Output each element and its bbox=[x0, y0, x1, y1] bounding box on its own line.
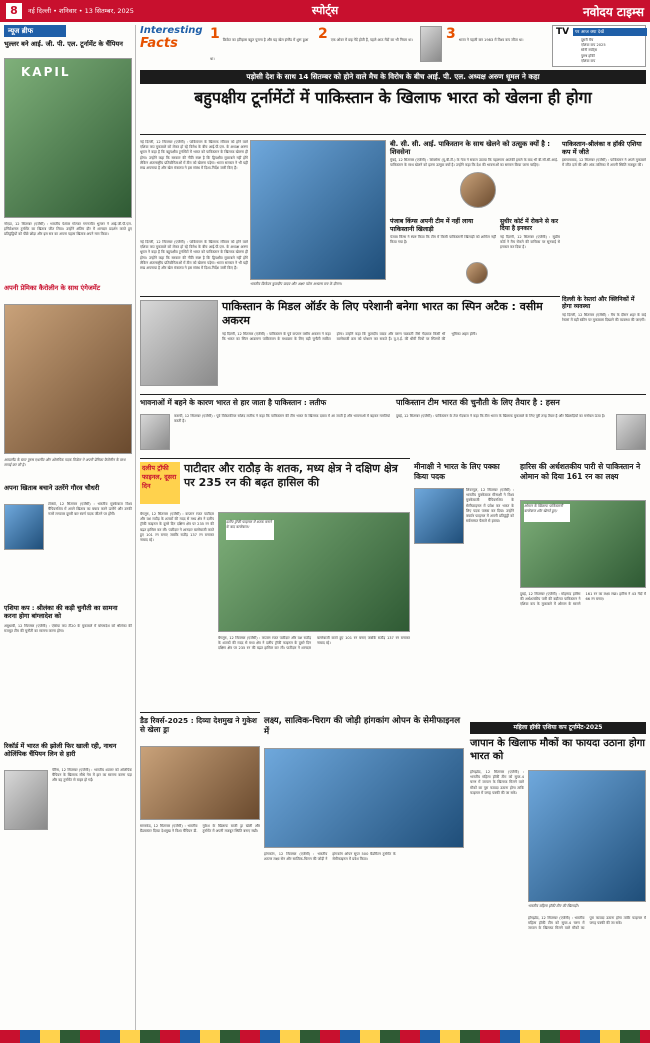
latif-body: कराची, 12 सितम्बर (एजेंसी) : पूर्व विकेटकीपर राशिद लतीफ ने कहा कि पाकिस्तान की टीम भारत के खिलाफ दबाव में आ जाती है और भावनाओं में बहकर गलतियां करती है। bbox=[174, 414, 390, 424]
tv-line-2: एशिया कप 2025 bbox=[581, 43, 606, 47]
headline-rule bbox=[140, 134, 646, 135]
delhi-box bbox=[562, 296, 646, 388]
satwik-body: हांगकांग, 12 सितम्बर (एजेंसी) : भारतीय शटलर लक्ष्य सेन और सात्विक-चिराग की जोड़ी ने हांगकांग ओपन सुपर 500 बैडमिंटन टूर्नामेंट के सेमीफाइनल में प्रवेश किया। bbox=[264, 852, 396, 862]
women-hockey-photo bbox=[528, 770, 646, 902]
facts-title-line2: Facts bbox=[140, 36, 178, 51]
meenakshi-headline: मीनाक्षी ने भारत के लिए पक्का किया पदक bbox=[414, 462, 500, 481]
satwik-headline: लक्ष्य, सात्विक-चिराग की जोड़ी हांगकांग ओपन के सेमीफाइनल में bbox=[264, 716, 461, 737]
facts-title-line1: Interesting bbox=[140, 25, 203, 36]
wasim-body: नई दिल्ली, 12 सितम्बर (एजेंसी) : पाकिस्तान के पूर्व कप्तान वसीम अकरम ने कहा कि भारत का स्पिन आक्रमण पाकिस्तान के मध्यक्रम के लिए बड़ी चुनौती साबित होगा। उन्होंने कहा कि कुलदीप यादव और वरुण चक्रवर्ती जैसे गेंदबाज किसी भी बल्लेबाजी क्रम को परेशान कर सकते हैं। यू.ए.ई. की धीमी पिचों पर स्पिनरों की भूमिका अहम होगी। bbox=[222, 332, 477, 342]
top-story-caption: भारतीय क्रिकेटर कुलदीप यादव और अक्षर पटेल अभ्यास सत्र के दौरान। bbox=[250, 282, 342, 286]
brief-headline-bhullar: भुल्लर बने आई. जी. पी. एल. टूर्नामेंट के चैंपियन bbox=[4, 40, 123, 48]
column-divider-left bbox=[135, 25, 136, 1035]
tv-line-4: पुरुष हॉकी bbox=[581, 54, 595, 58]
fact-text-2: एक ओवर में छह गेंदें होती हैं, पहले आठ गेंदों का भी नियम था। bbox=[330, 38, 413, 42]
brief-headline-gaurav: अपना खिताब बचाने उतरेंगे गौरव चौधरी bbox=[4, 484, 100, 492]
footer-strip bbox=[0, 1030, 650, 1043]
brief-photo-gaurav bbox=[4, 504, 44, 550]
hasan-photo bbox=[616, 414, 646, 450]
latif-headline: भावनाओं में बहने के कारण भारत से हार जाता है पाकिस्तान : लतीफ bbox=[140, 398, 327, 407]
date-line: नई दिल्ली • शनिवार • 13 सितम्बर, 2025 bbox=[28, 7, 134, 15]
tv-label: TV bbox=[556, 27, 570, 37]
tv-subtitle: पर आज क्या देखें bbox=[573, 28, 647, 36]
top-story-photo bbox=[250, 140, 386, 280]
wasim-headline: पाकिस्तान के मिडल ऑर्डर के लिए परेशानी बनेगा भारत का स्पिन अटैक : वसीम अकरम bbox=[222, 300, 543, 327]
divya-photo bbox=[140, 746, 260, 820]
punjab-logo bbox=[466, 262, 488, 284]
facts-title bbox=[140, 25, 208, 65]
brief-photo-record bbox=[4, 770, 48, 830]
page-number: 8 bbox=[6, 3, 22, 19]
fact-number-1: 1 bbox=[210, 26, 220, 42]
duleep-kicker: दलीप ट्रॉफी फाइनल, दूसरा दिन bbox=[140, 462, 180, 504]
fact-item-3 bbox=[446, 26, 546, 64]
tv-box bbox=[552, 25, 646, 67]
women-hockey-caption: भारतीय महिला हॉकी टीम की खिलाड़ी। bbox=[528, 904, 579, 908]
divya-body: समरकंद, 12 सितम्बर (एजेंसी) : भारतीय ग्रैंडमास्टर दिव्या देशमुख ने विश्व चैंपियन डी. गुकेश के खिलाफ बाजी ड्रा खेली और टूर्नामेंट में अपनी मजबूत स्थिति बनाए रखी। bbox=[140, 824, 260, 834]
fact-number-2: 2 bbox=[318, 26, 328, 42]
top-story-body: नई दिल्ली, 12 सितम्बर (एजेंसी) : पाकिस्तान के खिलाफ रविवार को होने वाले एशिया कप मुकाबले को लेकर हो रहे विरोध के बीच आई.पी.एल. के अध्यक्ष अरुण धूमल ने कहा है कि बहुपक्षीय टूर्नामेंटों में भारत को पाकिस्तान के खिलाफ खेलना ही होगा। उन्होंने कहा कि सरकार की नीति स्पष्ट है कि द्विपक्षीय मुकाबले नहीं होंगे लेकिन अंतरराष्ट्रीय प्रतियोगिताओं में टीम को खेलना पड़ेगा। भारत सरकार ने भी यही रुख अपनाया है और खेल मंत्रालय ने इस संबंध में दिशा-निर्देश जारी किए हैं। bbox=[140, 140, 248, 171]
women-hockey-kicker: महिला हॉकी एशिया कप टूर्नामेंट-2025 bbox=[470, 722, 646, 734]
women-hockey-headline: जापान के खिलाफ मौकों का फायदा उठाना होगा भारत को bbox=[470, 738, 645, 762]
brief-headline-engagement: अपनी प्रेमिका कैरोलीन के साथ एंगेजमेंट bbox=[4, 284, 101, 292]
pakistan-hockey-box bbox=[562, 140, 646, 290]
divya-headline: डैड रिवर्स-2025 : दिव्या देशमुख ने गुकेश से खेला ड्रा bbox=[140, 716, 257, 735]
duleep-photo-caption: दलीप ट्रॉफी फाइनल में शतक बनाने के बाद बल्लेबाज। bbox=[226, 520, 274, 540]
sudhir-box bbox=[500, 218, 560, 294]
latif-photo bbox=[140, 414, 170, 450]
tv-line-5: एशिया कप bbox=[581, 59, 596, 63]
bcci-headline: बी. सी. सी. आई. पाकिस्तान के साथ खेलने को उत्सुक क्यों है : शिवसेना bbox=[390, 140, 550, 156]
photo-sign-text: KAPIL bbox=[21, 65, 71, 79]
fact-text-1: क्रिकेट का इतिहास बहुत पुराना है और यह खेल इंग्लैंड में शुरू हुआ था। bbox=[210, 38, 309, 61]
fact-text-3: भारत ने पहली बार 1983 में विश्व कप जीता था। bbox=[458, 38, 524, 42]
fact-number-3: 3 bbox=[446, 26, 456, 42]
fact-item-2 bbox=[318, 26, 418, 64]
duleep-body-cont: बेंगलुरु, 12 सितम्बर (एजेंसी) : कप्तान रजत पाटीदार और यश राठौड़ के शतकों की मदद से मध्य क्षेत्र ने दलीप ट्रॉफी फाइनल के दूसरे दिन दक्षिण क्षेत्र पर 235 रन की बढ़त हासिल कर ली। पाटीदार ने शानदार बल्लेबाजी करते हुए 101 रन बनाए जबकि राठौड़ 137 रन बनाकर नाबाद रहे। bbox=[218, 636, 410, 651]
latif-rule bbox=[140, 394, 646, 395]
hasan-body: दुबई, 12 सितम्बर (एजेंसी) : पाकिस्तान के तेज गेंदबाज ने कहा कि टीम भारत के खिलाफ मुकाबले के लिए पूरी तरह तैयार है और खिलाड़ियों का मनोबल ऊंचा है। bbox=[396, 414, 606, 418]
delhi-headline: दिल्ली के रेस्तरां और क्लिनिकों में होगा व्यवस्था bbox=[562, 296, 635, 311]
delhi-body: नई दिल्ली, 12 सितम्बर (एजेंसी) : मैच के दौरान शहर के कई रेस्तरां में बड़ी स्क्रीन पर मुकाबला दिखाने की व्यवस्था की जाएगी। bbox=[562, 312, 646, 323]
sudhir-body: नई दिल्ली, 12 सितम्बर (एजेंसी) : सुप्रीम कोर्ट ने मैच रोकने की याचिका पर सुनवाई से इनकार कर दिया है। bbox=[500, 234, 560, 250]
top-story-kicker: पड़ोसी देश के साथ 14 सितम्बर को होने वाले मैच के विरोध के बीच आई. पी. एल. अध्यक्ष अरुण धूमल ने कहा bbox=[140, 70, 646, 84]
hasan-headline: पाकिस्तान टीम भारत की चुनौती के लिए तैयार है : हसन bbox=[396, 398, 560, 407]
women-hockey-body: होंगझोउ, 12 सितम्बर (एजेंसी) : भारतीय महिला हॉकी टीम को सुपर-4 चरण में जापान के खिलाफ मिलने वाले मौकों का पूरा फायदा उठाना होगा ताकि फाइनल में जगह पक्की की जा सके। bbox=[470, 770, 524, 795]
oman-photo-caption: ओमान के खिलाफ पाकिस्तानी बल्लेबाज शॉट खेलते हुए। bbox=[524, 504, 570, 522]
wasim-photo bbox=[140, 300, 218, 386]
duleep-body: बेंगलुरु, 12 सितम्बर (एजेंसी) : कप्तान रजत पाटीदार और यश राठौड़ के शतकों की मदद से मध्य क्षेत्र ने दलीप ट्रॉफी फाइनल के दूसरे दिन दक्षिण क्षेत्र पर 235 रन की बढ़त हासिल कर ली। पाटीदार ने शानदार बल्लेबाजी करते हुए 101 रन बनाए जबकि राठौड़ 137 रन बनाकर नाबाद रहे। bbox=[140, 512, 214, 543]
bcci-photo bbox=[460, 172, 496, 208]
brief-headline-asia: एशिया कप : श्रीलंका की कड़ी चुनौती का सामना करना होगा बांग्लादेश को bbox=[4, 604, 118, 620]
wasim-rule bbox=[140, 296, 560, 297]
fact-photo bbox=[420, 26, 442, 62]
brief-body-gaurav: टोक्यो, 12 सितम्बर (एजेंसी) : भारतीय मुक्केबाज विश्व चैंपियनशिप में अपने खिताब का बचाव करने उतरेंगे और उनकी नजरें लगातार दूसरी बार स्वर्ण पदक जीतने पर होंगी। bbox=[48, 502, 132, 517]
brief-caption-engagement: आयरलैंड के स्टार पुरुष एथलीट और ओलंपिक पदक विजेता ने अपनी प्रेमिका कैरोलीन के साथ सगाई कर ली है। bbox=[4, 458, 126, 467]
brief-photo-engagement bbox=[4, 304, 132, 454]
brief-body-bhullar: नोएडा, 12 सितम्बर (एजेंसी) : भारतीय पेशेवर गोल्फर गगनजीत भुल्लर ने आई.जी.पी.एल. इन्विटेशनल टूर्नामेंट का खिताब जीत लिया। उन्होंने अंतिम दौर में शानदार प्रदर्शन करते हुए प्रतिद्वंद्वियों को पीछे छोड़ा और इस सत्र का अपना पहला खिताब अपने नाम किया। bbox=[4, 222, 132, 237]
pakistan-hockey-headline: पाकिस्तान-श्रीलंका व हॉकी एशिया कप में जीते bbox=[562, 140, 642, 156]
women-hockey-body-cont: होंगझोउ, 12 सितम्बर (एजेंसी) : भारतीय महिला हॉकी टीम को सुपर-4 चरण में जापान के खिलाफ मिलने वाले मौकों का पूरा फायदा उठाना होगा ताकि फाइनल में जगह पक्की की जा सके। bbox=[528, 916, 646, 931]
news-brief-label: न्यूज ब्रीफ bbox=[4, 25, 66, 37]
meenakshi-photo bbox=[414, 488, 464, 544]
bcci-body: मुंबई, 12 सितम्बर (एजेंसी) : शिवसेना (यू.बी.टी.) के नेता ने सवाल उठाया कि पहलगाम आतंकी हमले के बाद भी बी.सी.सी.आई. पाकिस्तान के साथ खेलने को इतना उत्सुक क्यों है। उन्होंने कहा कि देश की भावनाओं का सम्मान किया जाना चाहिए। bbox=[390, 158, 558, 168]
brief-body-asia: अबूधाबी, 12 सितम्बर (एजेंसी) : एशिया कप टी20 के मुकाबले में बांग्लादेश को श्रीलंका की मजबूत टीम की चुनौती का सामना करना होगा। bbox=[4, 624, 132, 634]
divya-rule bbox=[140, 712, 260, 713]
brief-headline-record: रिकॉर्ड में भारत की झोली फिर खाली रही, नाथन ओलिंपिक चैंपियन लिन से हारी bbox=[4, 742, 117, 758]
fact-item-1 bbox=[210, 26, 310, 64]
section-title: स्पोर्ट्स bbox=[311, 4, 339, 17]
duleep-rule bbox=[140, 458, 410, 459]
brief-body-record: पेरिस, 12 सितम्बर (एजेंसी) : भारतीय शटलर को ओलंपिक चैंपियन के खिलाफ सीधे गेम में हार का सामना करना पड़ा और वह टूर्नामेंट से बाहर हो गईं। bbox=[52, 768, 132, 783]
meenakshi-body: लिवरपूल, 12 सितम्बर (एजेंसी) : भारतीय मुक्केबाज मीनाक्षी ने विश्व मुक्केबाजी चैंपियनशिप के सेमीफाइनल में प्रवेश कर भारत के लिए पदक पक्का कर दिया। उन्होंने क्वार्टर फाइनल में अपनी प्रतिद्वंद्वी को सर्वसम्मत फैसले से हराया। bbox=[466, 488, 514, 524]
duleep-headline: पाटीदार और राठौड़ के शतक, मध्य क्षेत्र ने दक्षिण क्षेत्र पर 235 रन की बढ़त हासिल की bbox=[184, 462, 398, 489]
oman-headline: हारिस की अर्धशतकीय पारी से पाकिस्तान ने ओमान को दिया 161 रन का लक्ष्य bbox=[520, 462, 641, 481]
punjab-body: पंजाब किंग्स ने स्पष्ट किया कि टीम में किसी पाकिस्तानी खिलाड़ी को शामिल नहीं किया गया है। bbox=[390, 235, 496, 245]
tv-line-1: दूसरी मैच bbox=[581, 38, 594, 42]
top-story-headline: बहुपक्षीय टूर्नामेंटों में पाकिस्तान के खिलाफ भारत को खेलना ही होगा bbox=[194, 88, 592, 107]
pakistan-hockey-body: इस्लामाबाद, 12 सितम्बर (एजेंसी) : पाकिस्तान ने अपने मुकाबले में जीत दर्ज की और अंक तालिका में अपनी स्थिति मजबूत की। bbox=[562, 158, 646, 168]
oman-body: दुबई, 12 सितम्बर (एजेंसी) : मोहम्मद हारिस की अर्धशतकीय पारी की बदौलत पाकिस्तान ने एशिया कप के मुकाबले में ओमान के सामने 161 रन का लक्ष्य रखा। हारिस ने 43 गेंदों में 66 रन बनाए। bbox=[520, 592, 646, 607]
satwik-photo bbox=[264, 748, 464, 848]
tv-line-3: सोनी स्पोर्ट्स bbox=[581, 48, 598, 52]
punjab-headline: पंजाब किंग्स अपनी टीम में नहीं लाया पाकिस्तानी खिलाड़ी bbox=[390, 218, 474, 233]
top-story-body-cont: नई दिल्ली, 12 सितम्बर (एजेंसी) : पाकिस्तान के खिलाफ रविवार को होने वाले एशिया कप मुकाबले को लेकर हो रहे विरोध के बीच आई.पी.एल. के अध्यक्ष अरुण धूमल ने कहा है कि बहुपक्षीय टूर्नामेंटों में भारत को पाकिस्तान के खिलाफ खेलना ही होगा। उन्होंने कहा कि सरकार की नीति स्पष्ट है कि द्विपक्षीय मुकाबले नहीं होंगे लेकिन अंतरराष्ट्रीय प्रतियोगिताओं में टीम को खेलना पड़ेगा। भारत सरकार ने भी यही रुख अपनाया है और खेल मंत्रालय ने इस संबंध में दिशा-निर्देश जारी किए हैं। bbox=[140, 240, 248, 271]
brief-photo-bhullar bbox=[4, 58, 132, 218]
sudhir-headline: सुधीर कोर्ट में रोकने से कर दिया है इनकार bbox=[500, 218, 559, 233]
brand-logo: नवोदय टाइम्स bbox=[582, 5, 644, 19]
